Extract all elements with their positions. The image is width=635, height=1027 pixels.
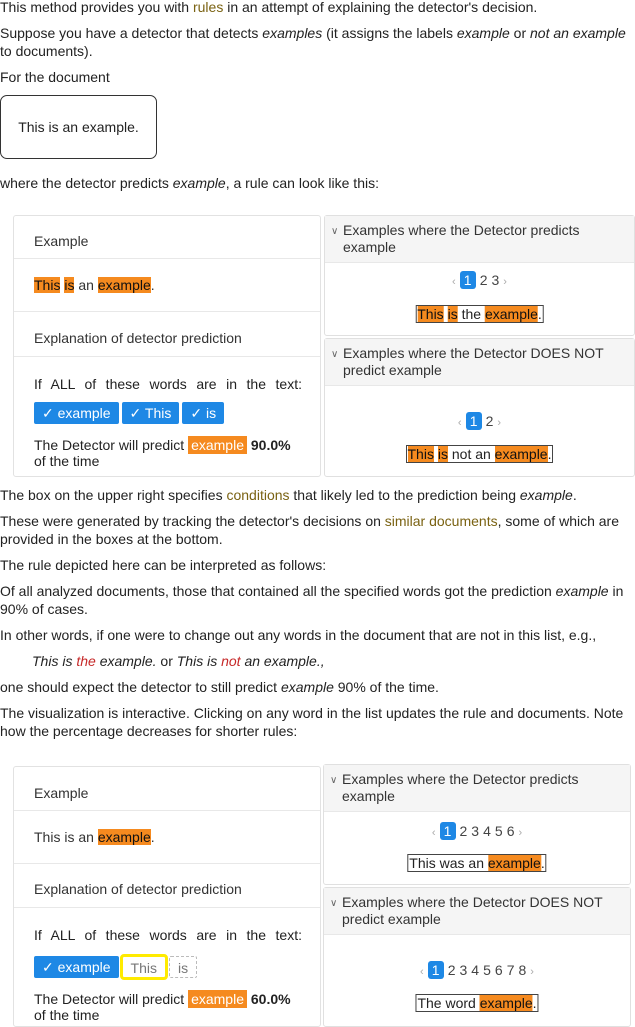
positive-examples-panel-2 <box>323 764 631 885</box>
positive-examples-panel-1 <box>324 215 635 336</box>
negative-examples-panel-1 <box>324 338 635 477</box>
page-number[interactable]: 4 <box>483 823 491 839</box>
document-box: This is an example. <box>0 95 157 159</box>
word-chip[interactable]: ✓ example <box>34 402 119 424</box>
page-number[interactable]: 3 <box>471 823 480 839</box>
example-document <box>14 811 320 864</box>
page-number[interactable]: 6 <box>494 962 503 978</box>
highlighted-token: example <box>484 306 538 322</box>
rule-lead-text: If ALL of these words are in the text: <box>34 376 302 392</box>
token: . <box>150 277 155 293</box>
example-document <box>14 259 320 312</box>
token: . <box>537 306 542 322</box>
positive-examples-header[interactable]: ∨ Examples where the Detector predicts example <box>324 765 630 812</box>
positive-examples-header[interactable]: ∨ Examples where the Detector predicts example <box>325 216 634 263</box>
middle-paragraph-4: Of all analyzed documents, those that contained all the specified words got the prediction example in 90% of cases. <box>0 583 624 617</box>
negative-pager <box>324 961 630 979</box>
token: . <box>532 995 537 1011</box>
chevron-down-icon: ∨ <box>331 226 339 237</box>
page-number[interactable]: 1 <box>440 822 456 840</box>
highlighted-token: is <box>447 306 458 322</box>
highlighted-token: is <box>437 446 448 462</box>
middle-paragraph-1: The box on the upper right specifies conditions that likely led to the prediction being example. <box>0 487 577 503</box>
chevron-left-icon[interactable]: ‹ <box>431 827 436 839</box>
page-number[interactable]: 1 <box>428 961 444 979</box>
explanation-header: Explanation of detector prediction <box>14 312 320 357</box>
negative-examples-header[interactable]: ∨ Examples where the Detector DOES NOT predict example <box>324 888 630 935</box>
token: This is an <box>34 829 98 845</box>
explanation-panel-2 <box>13 766 321 1027</box>
rule-chips <box>34 402 302 424</box>
positive-example-document <box>407 854 546 872</box>
page-number[interactable]: 4 <box>471 962 480 978</box>
explanation-panel-1 <box>13 215 321 477</box>
page-number[interactable]: 7 <box>506 962 515 978</box>
chevron-left-icon[interactable]: ‹ <box>457 417 462 429</box>
negative-examples-panel-2 <box>323 887 631 1027</box>
page-number[interactable]: 2 <box>447 962 456 978</box>
chevron-down-icon: ∨ <box>331 349 339 360</box>
middle-paragraph-8: The visualization is interactive. Clicking on any word in the list updates the rule and documents. Note how the percentage decreases for shorter rules: <box>0 705 624 739</box>
highlighted-token: example <box>97 829 151 845</box>
page-number[interactable]: 1 <box>466 412 482 430</box>
token: an <box>74 277 98 293</box>
middle-paragraph-6: This is the example. or This is not an example., <box>32 653 325 669</box>
word-chip[interactable]: is <box>169 956 197 978</box>
explanation-header: Explanation of detector prediction <box>14 864 320 908</box>
page-number[interactable]: 6 <box>506 823 515 839</box>
page-number[interactable]: 5 <box>483 962 491 978</box>
chevron-left-icon[interactable]: ‹ <box>452 276 456 288</box>
middle-paragraph-2: These were generated by tracking the detector's decisions on similar documents, some of which are provided in the boxes at the bottom. <box>0 513 619 547</box>
positive-pager <box>325 271 634 289</box>
negative-example-document <box>415 994 538 1012</box>
page-number[interactable]: 3 <box>459 962 468 978</box>
highlighted-token: example <box>487 855 541 871</box>
intro-paragraph-4: where the detector predicts example, a rule can look like this: <box>0 175 379 191</box>
prediction-text: The Detector will predict example 60.0% of the time <box>34 991 291 1023</box>
negative-examples-header[interactable]: ∨ Examples where the Detector DOES NOT predict example <box>325 339 634 386</box>
middle-paragraph-7: one should expect the detector to still predict example 90% of the time. <box>0 679 439 695</box>
page-number[interactable]: 8 <box>518 962 527 978</box>
token: This was an <box>409 855 488 871</box>
example-header: Example <box>14 216 320 259</box>
chevron-left-icon[interactable]: ‹ <box>420 966 424 978</box>
page-number[interactable]: 2 <box>459 823 468 839</box>
rule-lead-text: If ALL of these words are in the text: <box>34 927 302 943</box>
highlighted-token: This <box>407 446 434 462</box>
rule-chips <box>34 956 302 978</box>
chevron-down-icon: ∨ <box>330 898 338 909</box>
page-number[interactable]: 5 <box>494 823 503 839</box>
word-chip[interactable]: ✓ is <box>182 402 224 424</box>
page-number[interactable]: 3 <box>491 272 500 288</box>
token: . <box>540 855 545 871</box>
highlighted-token: is <box>64 277 75 293</box>
chevron-right-icon[interactable]: › <box>497 417 502 429</box>
highlighted-token: This <box>417 306 444 322</box>
token: not an <box>447 446 495 462</box>
page-number[interactable]: 2 <box>485 413 494 429</box>
token: . <box>547 446 552 462</box>
chevron-down-icon: ∨ <box>330 775 338 786</box>
page-number[interactable]: 1 <box>460 271 476 289</box>
chevron-right-icon[interactable]: › <box>530 966 534 978</box>
token: the <box>457 306 485 322</box>
word-chip[interactable]: ✓ This <box>122 402 180 424</box>
intro-paragraph-2: Suppose you have a detector that detects examples (it assigns the labels example or not an example to documents). <box>0 25 626 59</box>
intro-paragraph-1: This method provides you with rules in an attempt of explaining the detector's decision. <box>0 0 538 15</box>
page-number[interactable]: 2 <box>479 272 488 288</box>
prediction-text: The Detector will predict example 90.0% of the time <box>34 437 291 469</box>
token: . <box>150 829 155 845</box>
highlighted-token: example <box>479 995 533 1011</box>
positive-example-document <box>415 305 544 323</box>
positive-pager <box>324 822 630 840</box>
word-chip[interactable]: ✓ example <box>34 956 119 978</box>
token: The word <box>417 995 480 1011</box>
middle-paragraph-5: In other words, if one were to change out any words in the document that are not in this list, e.g., <box>0 627 597 643</box>
intro-paragraph-3: For the document <box>0 69 110 85</box>
highlighted-token: This <box>34 277 61 293</box>
negative-pager <box>325 412 634 430</box>
keyword-rules: rules <box>192 0 224 15</box>
example-header: Example <box>14 767 320 811</box>
highlighted-token: example <box>494 446 548 462</box>
highlighted-token: example <box>97 277 151 293</box>
word-chip[interactable]: This <box>122 956 166 978</box>
chevron-right-icon[interactable]: › <box>518 827 523 839</box>
middle-paragraph-3: The rule depicted here can be interpreted as follows: <box>0 557 327 573</box>
chevron-right-icon[interactable]: › <box>503 276 507 288</box>
negative-example-document <box>406 445 554 463</box>
